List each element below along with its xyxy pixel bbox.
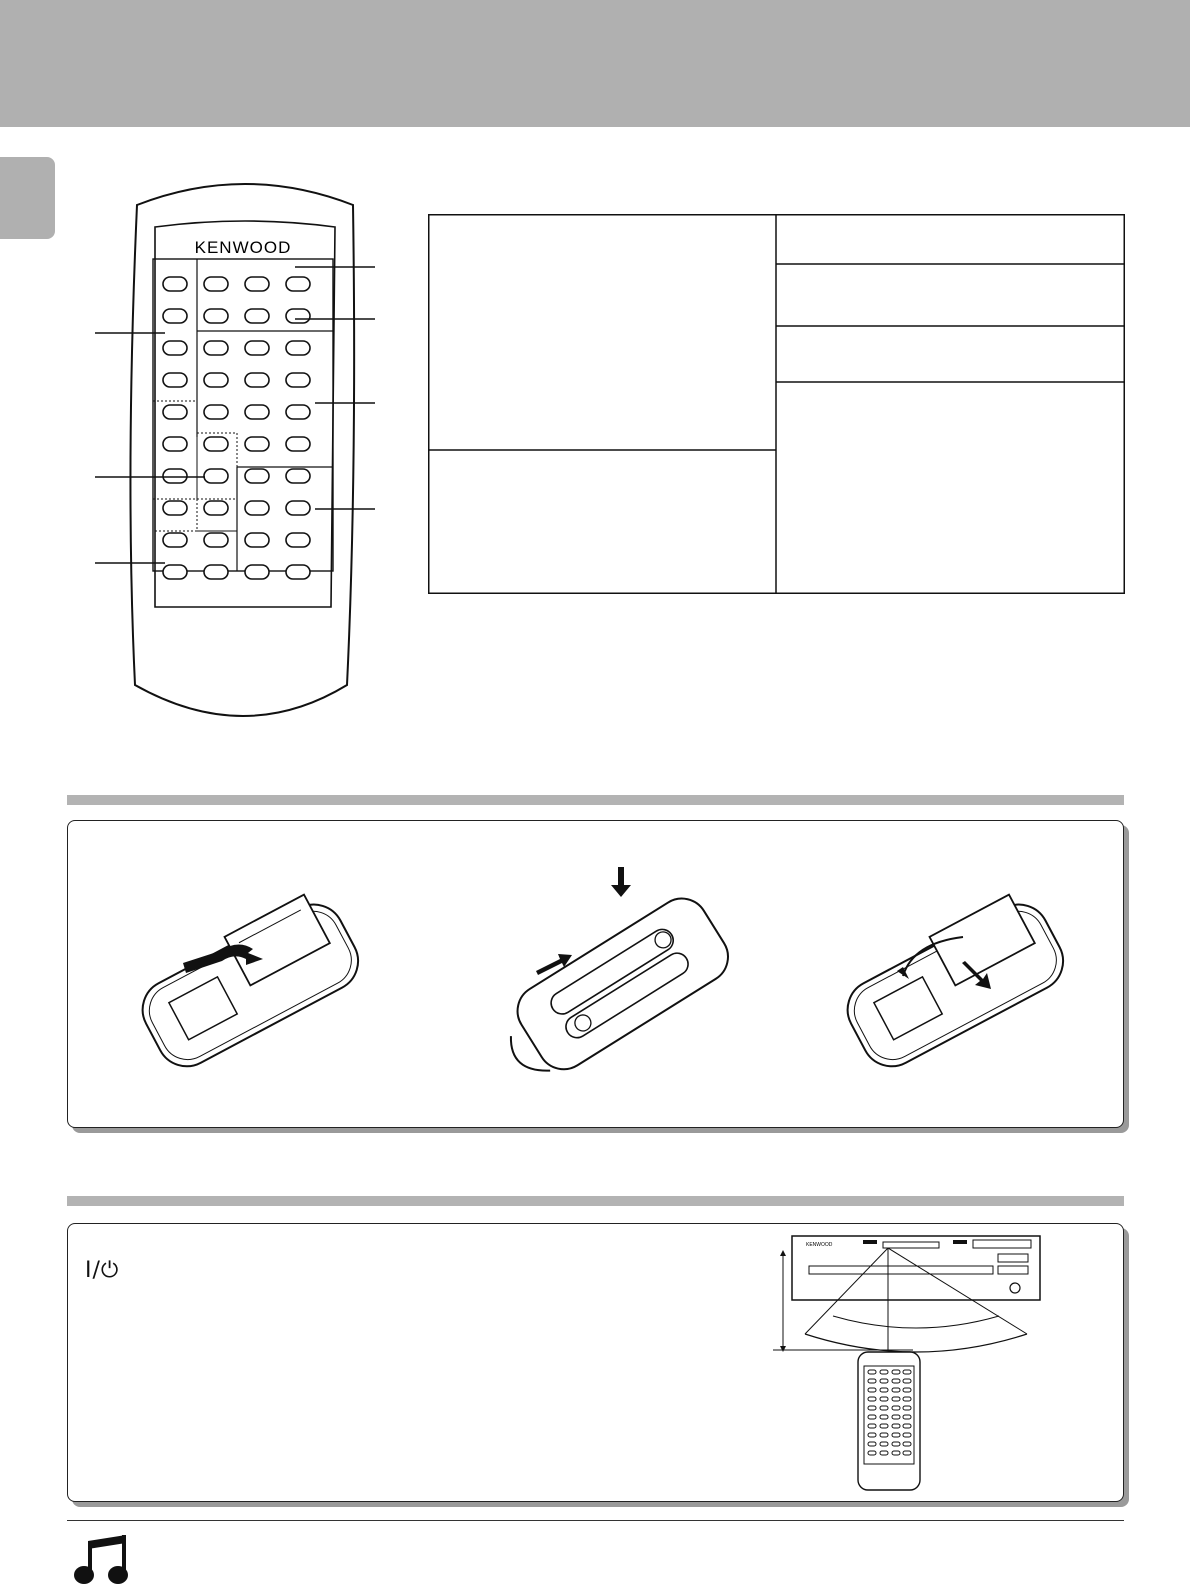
remote-button bbox=[245, 309, 269, 323]
remote-button bbox=[286, 533, 310, 547]
remote-brand-label: KENWOOD bbox=[194, 238, 292, 257]
operation-panel bbox=[67, 1223, 1124, 1502]
operating-range-diagram bbox=[773, 1224, 1063, 1496]
remote-button bbox=[204, 309, 228, 323]
remote-button bbox=[245, 341, 269, 355]
remote-button bbox=[163, 405, 187, 419]
battery-panel bbox=[67, 820, 1124, 1128]
remote-button bbox=[245, 469, 269, 483]
section-bar-batteries bbox=[67, 795, 1124, 805]
remote-button bbox=[286, 373, 310, 387]
remote-button bbox=[204, 501, 228, 515]
remote-control-illustration bbox=[95, 175, 395, 740]
remote-button bbox=[245, 373, 269, 387]
remote-button bbox=[204, 277, 228, 291]
power-icon: I/⏻ bbox=[85, 1258, 120, 1283]
remote-button bbox=[286, 309, 310, 323]
remote-button bbox=[204, 373, 228, 387]
remote-button bbox=[163, 437, 187, 451]
remote-button bbox=[204, 469, 228, 483]
remote-button bbox=[286, 437, 310, 451]
remote-button bbox=[245, 501, 269, 515]
remote-button bbox=[204, 533, 228, 547]
remote-button bbox=[245, 277, 269, 291]
header-band bbox=[0, 0, 1190, 127]
remote-button bbox=[286, 469, 310, 483]
page-tab bbox=[0, 157, 55, 239]
remote-button bbox=[286, 341, 310, 355]
insert-batteries-illustration bbox=[488, 861, 748, 1091]
remote-button bbox=[245, 565, 269, 579]
remote-button bbox=[163, 533, 187, 547]
remote-button bbox=[163, 277, 187, 291]
bottom-rule bbox=[67, 1520, 1124, 1521]
remote-button bbox=[286, 405, 310, 419]
open-battery-cover-illustration bbox=[128, 881, 368, 1081]
remote-button bbox=[163, 373, 187, 387]
section-bar-operation bbox=[67, 1196, 1124, 1206]
remote-button bbox=[163, 469, 187, 483]
remote-button bbox=[204, 565, 228, 579]
remote-button bbox=[163, 565, 187, 579]
remote-button bbox=[286, 501, 310, 515]
function-table bbox=[428, 214, 1125, 594]
remote-button bbox=[286, 565, 310, 579]
remote-button bbox=[245, 437, 269, 451]
remote-button bbox=[204, 341, 228, 355]
remote-button bbox=[204, 405, 228, 419]
remote-button bbox=[286, 277, 310, 291]
remote-button bbox=[163, 501, 187, 515]
remote-button bbox=[163, 309, 187, 323]
remote-button bbox=[245, 405, 269, 419]
remote-button bbox=[245, 533, 269, 547]
remote-button bbox=[163, 341, 187, 355]
music-note-icon bbox=[74, 1535, 130, 1587]
remote-button bbox=[204, 437, 228, 451]
unit-brand-label: KENWOOD bbox=[806, 1242, 833, 1248]
close-battery-cover-illustration bbox=[833, 881, 1073, 1081]
